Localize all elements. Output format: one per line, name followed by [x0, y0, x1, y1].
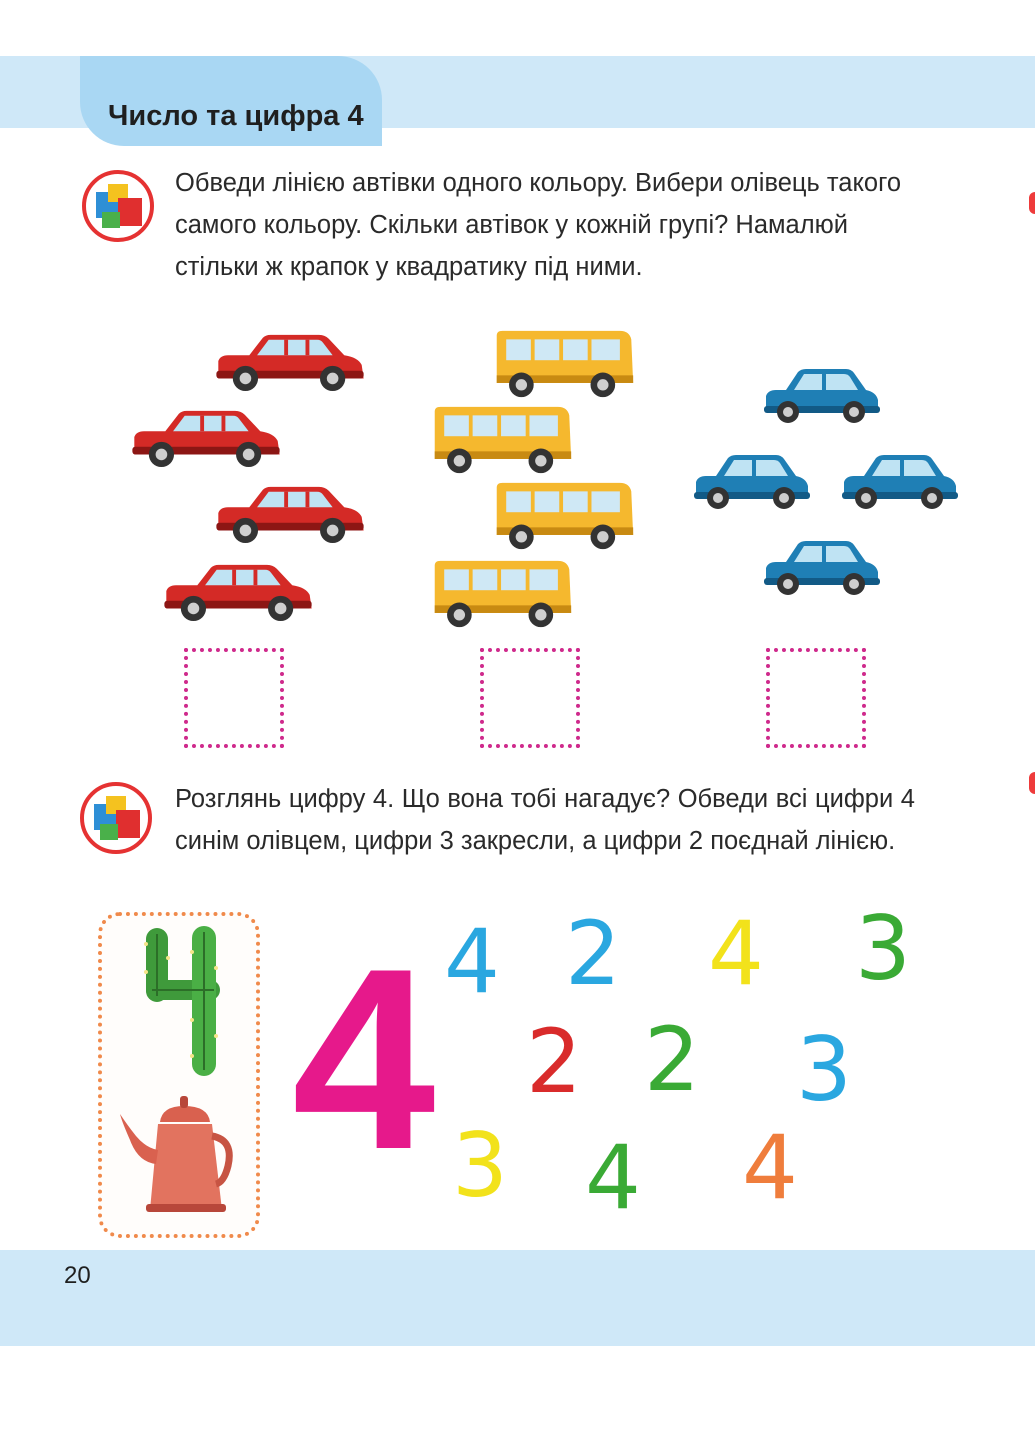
red-car[interactable]	[128, 406, 284, 468]
task2-instructions: Розглянь цифру 4. Що вона тобі нагадує? Обведи всі цифри 4 синім олівцем, цифри 3 закресли, а цифри 2 поєднай лінією.	[175, 785, 915, 855]
blue-car[interactable]	[840, 452, 960, 512]
answer-box-yellow[interactable]	[480, 648, 580, 748]
blue-car[interactable]	[692, 452, 812, 512]
task1-instructions: Обведи лінією автівки одного кольору. Вибери олівець такого самого кольору. Скільки автівок у кожній групі? Намалюй стільки ж крапок у квадратику під ними.	[175, 169, 902, 281]
margin-marker	[1029, 192, 1035, 214]
big-digit-four: 4	[292, 914, 436, 1203]
digit[interactable]: 4	[585, 1126, 641, 1229]
cactus-icon	[126, 924, 226, 1080]
answer-box-red[interactable]	[184, 648, 284, 748]
digit[interactable]: 3	[855, 897, 911, 1000]
digit[interactable]: 4	[444, 910, 500, 1013]
digit[interactable]: 2	[526, 1010, 582, 1113]
blue-car[interactable]	[762, 538, 882, 598]
footer-band	[0, 1250, 1035, 1346]
red-car[interactable]	[212, 482, 368, 544]
digit[interactable]: 3	[796, 1018, 852, 1121]
digit[interactable]: 2	[565, 902, 621, 1005]
page-number: 20	[64, 1262, 91, 1289]
answer-box-blue[interactable]	[766, 648, 866, 748]
yellow-bus[interactable]	[430, 404, 574, 476]
blue-car[interactable]	[762, 366, 882, 426]
yellow-bus[interactable]	[430, 558, 574, 630]
digit[interactable]: 3	[452, 1114, 508, 1217]
cubes-icon	[82, 170, 154, 242]
page-title: Число та цифра 4	[108, 100, 364, 132]
digit[interactable]: 2	[644, 1008, 700, 1111]
yellow-bus[interactable]	[492, 480, 636, 552]
cubes-icon	[80, 782, 152, 854]
teapot-icon	[116, 1092, 234, 1216]
yellow-bus[interactable]	[492, 328, 636, 400]
margin-marker	[1029, 772, 1035, 794]
red-car[interactable]	[212, 330, 368, 392]
digit[interactable]: 4	[708, 902, 764, 1005]
digit[interactable]: 4	[742, 1116, 798, 1219]
hint-panel	[98, 912, 260, 1238]
red-car[interactable]	[160, 560, 316, 622]
